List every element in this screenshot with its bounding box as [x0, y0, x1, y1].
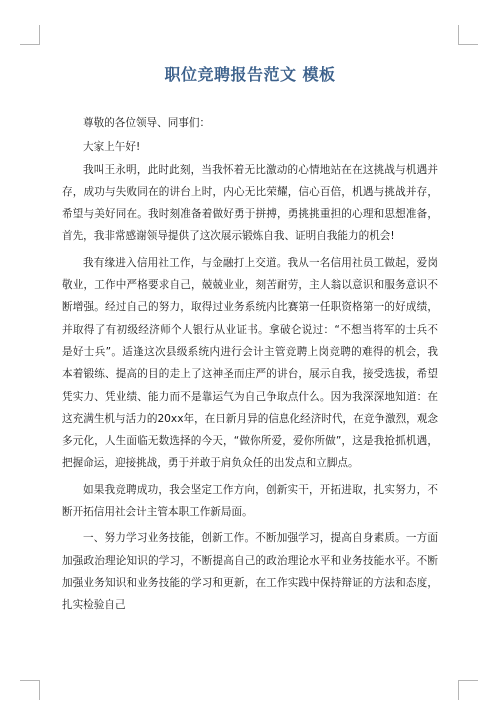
crop-mark-top-left [20, 44, 39, 45]
crop-mark-top-right [458, 25, 459, 45]
body-paragraph-point-one: 一、努力学习业务技能，创新工作。不断加强学习，提高自身素质。一方面加强政治理论知识的学习，不断提高自己的政治理论水平和业务技能水平。不断加强业务知识和业务技能的学习和更新，在工作实践中保持辩证的方法和态度，扎实检验自己 [62, 532, 438, 612]
crop-mark-bottom-right [458, 680, 459, 700]
document-body [62, 112, 438, 617]
crop-mark-top-left [39, 25, 40, 45]
body-paragraph-experience: 我有缘进入信用社工作，与金融打上交道。我从一名信用社员工做起，爱岗敬业，工作中严格要求自己，兢兢业业，刻苦耐劳，主人翁以意识和服务意识不断增强。经过自己的努力，取得过业务系统内比赛第一任职资格第一的好成绩，并取得了有初级经济师个人银行从业证书。拿破仑说过：“不想当将军的士兵不是好士兵”。适逢这次县级系统内进行会计主管竞聘上岗竞聘的难得的机会，我本着锻练、提高的目的走上了这神圣而庄严的讲台，展示自我，接受选拔，希望凭实力、凭业绩、能力而不是靠运气为自己争取点什么。因为我深深地知道：在这充满生机与活力的20xx年，在日新月异的信息化经济时代，在竞争激烈，观念多元化，人生面临无数选择的今天，“做你所爱，爱你所做”，这是我抢抓机遇，把握命运，迎接挑战，勇于并敢于肩负众任的出发点和立脚点。 [62, 256, 438, 470]
greeting-line: 尊敬的各位领导、同事们： [83, 117, 211, 129]
crop-mark-top-right [458, 44, 478, 45]
crop-mark-bottom-right [458, 680, 478, 681]
body-paragraph-commitment: 如果我竞聘成功，我会坚定工作方向，创新实干，开拓进取，扎实努力，不断开拓信用社会计主管本职工作新局面。 [62, 483, 438, 519]
body-paragraph-intro: 我叫王永明，此时此刻，当我怀着无比激动的心情地站在在这挑战与机遇并存，成功与失败同在的讲台上时，内心无比荣耀，信心百倍，机遇与挑战并存，希望与美好同在。我时刻准备着做好勇于拼搏，勇挑挑重担的心理和思想准备，首先，我非常感谢领导提供了这次展示锻炼自我、证明自我能力的机会! [62, 163, 438, 243]
crop-mark-bottom-left [39, 680, 40, 700]
crop-mark-bottom-left [20, 680, 39, 681]
salutation-line: 大家上午好! [83, 141, 141, 154]
document-title: 职位竞聘报告范文 模板 [164, 65, 336, 84]
